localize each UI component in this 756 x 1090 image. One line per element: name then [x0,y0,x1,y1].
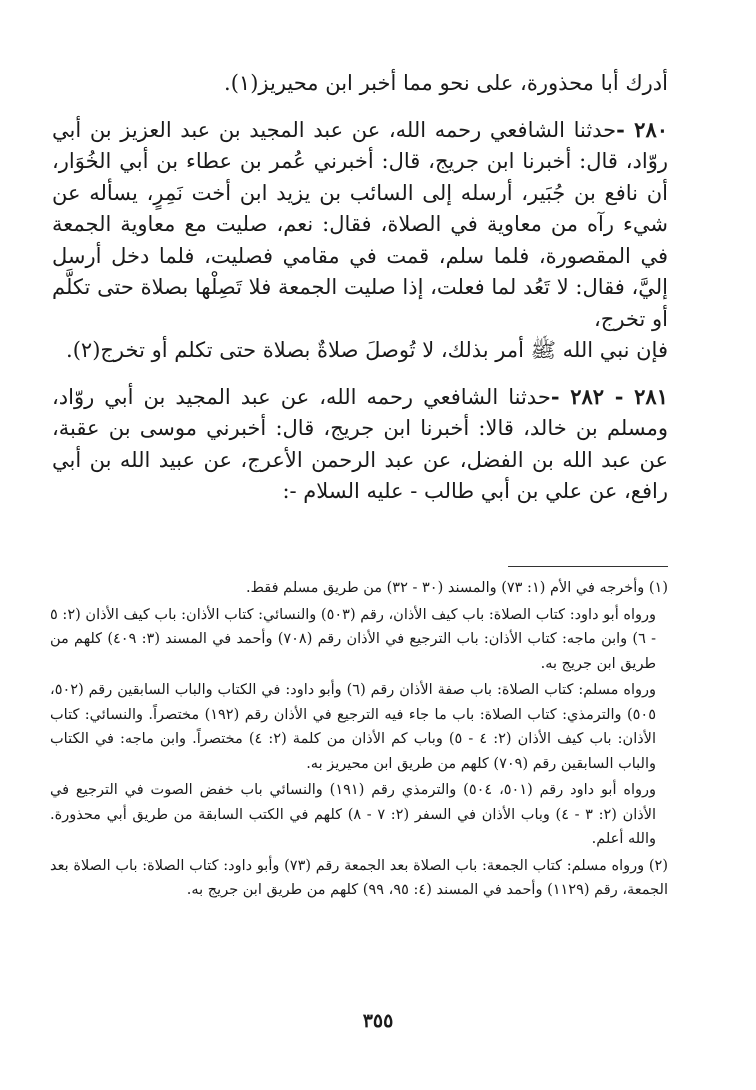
continuation-line: أدرك أبا محذورة، على نحو مما أخبر ابن محيريز(١). [224,71,668,95]
hadith-text: حدثنا الشافعي رحمه الله، عن عبد المجيد بن عبد العزيز بن أبي روّاد، قال: أخبرنا ابن جريج، قال: أخبرني عُمر بن عطاء بن أبي الخُوَار، أن نافع بن جُبَير، أرسله إلى السائب بن يزيد ابن أخت نَمِرٍ، يسأله عن شيء رآه من معاوية في الصلاة، فقال: نعم، صليت مع معاوية الجمعة في المقصورة، فلما سلم، قمت في مقامي فصليت، فلما دخل أرسل إليَّ، فقال: لا تَعُد لما فعلت، إذا صليت الجمعة فلا تَصِلْها بصلاة حتى تكلَّم أو تخرج، [52,117,668,331]
hadith-281-282 [52,381,668,508]
hadith-text: حدثنا الشافعي رحمه الله، عن عبد المجيد بن أبي روّاد، ومسلم بن خالد، قالا: أخبرنا ابن جريج، قال: أخبرني موسى بن عقبة، عن عبد الله بن الفضل، عن عبد الرحمن الأعرج، عن عبيد الله بن أبي رافع، عن علي بن أبي طالب - عليه السلام -: [52,384,668,503]
hadith-number: ٢٨٠ - [616,116,669,142]
footnote-2: (٢) ورواه مسلم: كتاب الجمعة: باب الصلاة بعد الجمعة رقم (٧٣) وأبو داود: كتاب الصلاة: باب الصلاة بعد الجمعة، رقم (١١٢٩) وأحمد في المسند (٤: ٩٥، ٩٩) كلهم من طريق ابن جريج به. [50,857,669,898]
main-text [52,68,668,508]
hadith-number: ٢٨١ - ٢٨٢ - [550,383,668,409]
footnote-1-paragraph: ورواه أبو داود رقم (٥٠١، ٥٠٤) والترمذي رقم (١٩١) والنسائي باب خفض الصوت في الترجيع في الأذان (٢: ٣ - ٤) وباب الأذان في السفر (٢: ٧ - ٨) كلهم في الكتب السابقة من طريق أبي محذورة. والله أعلم. [50,782,657,847]
footnote-1-paragraph: ورواه مسلم: كتاب الصلاة: باب صفة الأذان رقم (٦) وأبو داود: في الكتاب والباب السابقين رقم (٥٠٢، ٥٠٥) والترمذي: كتاب الصلاة: باب ما جاء فيه الترجيع في الأذان رقم (١٩٢) مختصراً. والنسائي: كتاب الأذان: باب كيف الأذان (٢: ٤ - ٥) وباب كم الأذان من كلمة (٢: ٤) مختصراً. وابن ماجه: في الكتاب والباب السابقين رقم (٧٠٩) كلهم من طريق ابن محيريز به. [50,682,657,772]
footnotes [50,576,668,905]
footnote-separator [508,566,668,567]
hadith-text-continued: فإن نبي الله ﷺ أمر بذلك، لا تُوصلَ صلاةٌ بصلاة حتى تكلم أو تخرج(٢). [66,338,668,362]
hadith-280 [52,114,668,367]
footnote-1: (١) وأخرجه في الأم (١: ٧٣) والمسند (٣٠ - ٣٢) من طريق مسلم فقط. [245,580,668,596]
page-number: ٣٥٥ [362,1010,394,1032]
footnote-1-paragraph: ورواه أبو داود: كتاب الصلاة: باب كيف الأذان، رقم (٥٠٣) والنسائي: كتاب الأذان: باب كيف الأذان (٢: ٥ - ٦) وابن ماجه: كتاب الأذان: باب الترجيع في الأذان رقم (٧٠٨) وأحمد في المسند (٣: ٤٠٩) كلهم من طريق ابن جريج به. [50,606,657,672]
